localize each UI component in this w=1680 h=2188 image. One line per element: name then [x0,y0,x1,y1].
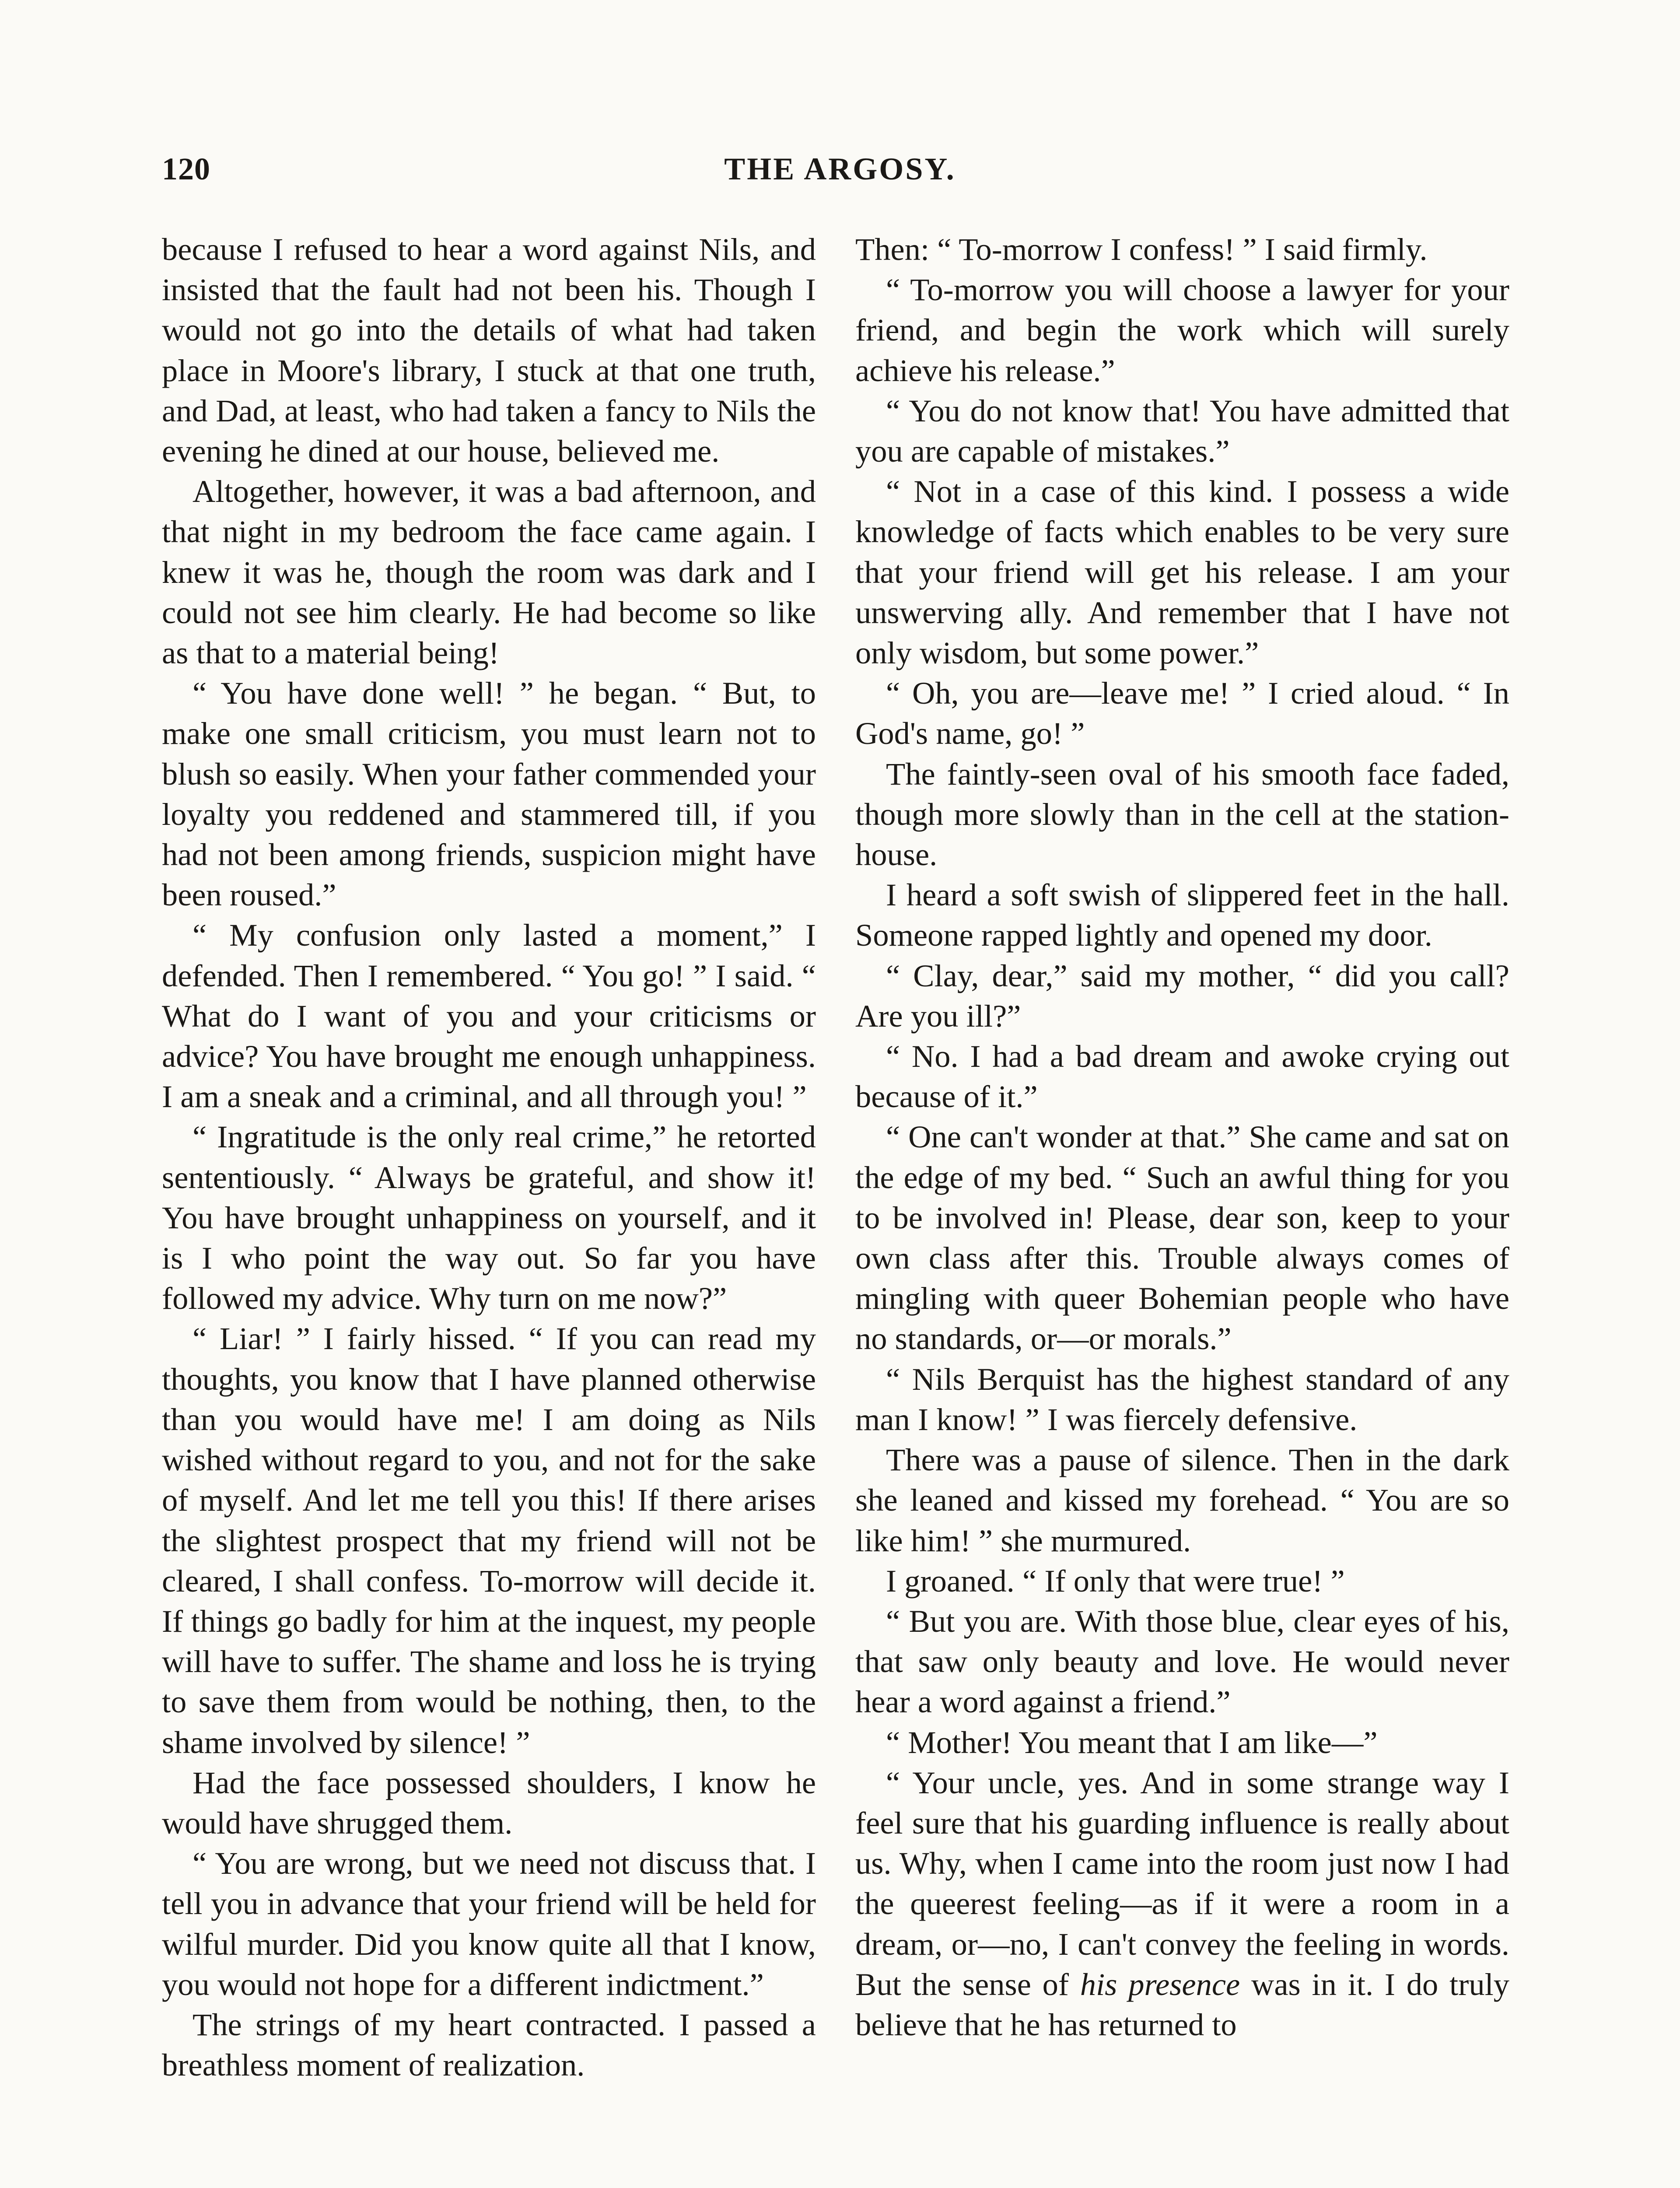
paragraph [855,471,1509,673]
paragraph-text: “ Clay, dear,” said my mother, “ did you call? Are you ill?” [855,957,1509,1034]
paragraph-text: There was a pause of silence. Then in the dark she leaned and kissed my forehead. “ You are so like him! ” she murmured. [855,1442,1509,1558]
paragraph [855,270,1509,391]
right-column [855,229,1509,2045]
paragraph [162,1843,816,2005]
paragraph-text: “ Ingratitude is the only real crime,” he retorted sententiously. “ Always be grateful, and show it! You have brought unhappiness on yourself, and it is I who point the way out. So far you have followed my advice. Why turn on me now?” [162,1119,816,1316]
paragraph [855,1440,1509,1561]
page-number: 120 [162,151,210,186]
paragraph [855,1763,1509,2045]
left-column [162,229,816,2085]
paragraph [162,1763,816,1843]
paragraph [855,1359,1509,1440]
paragraph [855,1601,1509,1722]
paragraph-text: “ No. I had a bad dream and awoke crying out because of it.” [855,1038,1509,1115]
paragraph-text: “ You do not know that! You have admitted that you are capable of mistakes.” [855,393,1509,469]
paragraph-text: “ Nils Berquist has the highest standard of any man I know! ” I was fiercely defensive. [855,1361,1509,1437]
paragraph [162,1318,816,1762]
paragraph [162,471,816,673]
paragraph [855,875,1509,955]
paragraph-text: I groaned. “ If only that were true! ” [886,1563,1345,1599]
paragraph-text: “ But you are. With those blue, clear eyes of his, that saw only beauty and love. He would never hear a word against a friend.” [855,1603,1509,1720]
paragraph-text: Had the face possessed shoulders, I know he would have shrugged them. [162,1764,816,1841]
paragraph-text-continued: was in it. I do truly believe that he has returned to [855,1966,1509,2042]
paragraph [855,956,1509,1036]
paragraph-text: “ To-morrow you will choose a lawyer for your friend, and begin the work which will surely achieve his release.” [855,272,1509,388]
paragraph [855,754,1509,875]
paragraph-text: “ Oh, you are—leave me! ” I cried aloud. “ In God's name, go! ” [855,675,1509,751]
paragraph-text: “ My confusion only lasted a moment,” I defended. Then I remembered. “ You go! ” I said. “ What do I want of you and your criticisms or advice? You have brought me enough unhappiness. I am a sneak and a criminal, and all through you! ” [162,917,816,1115]
emphasized-text: his presence [1080,1966,1240,2002]
paragraph [855,1036,1509,1117]
paragraph [162,2005,816,2085]
page-header [162,151,1518,195]
paragraph-text: Then: “ To-morrow I confess! ” I said firmly. [855,231,1428,267]
paragraph-text: “ One can't wonder at that.” She came and sat on the edge of my bed. “ Such an awful thing for you to be involved in! Please, dear son, keep to your own class after this. Trouble always comes of mingling with queer Bohemian people who have no standards, or—or morals.” [855,1119,1509,1357]
paragraph [162,673,816,915]
paragraph [162,915,816,1117]
paragraph-text: I heard a soft swish of slippered feet in the hall. Someone rapped lightly and opened my door. [855,877,1509,953]
paragraph [855,673,1509,754]
paragraph-text: “ Mother! You meant that I am like—” [886,1724,1378,1760]
paragraph [162,1117,816,1318]
paragraph-text: “ You have done well! ” he began. “ But, to make one small criticism, you must learn not to blush so easily. When your father commended your loyalty you reddened and stammered till, if you had not been among friends, suspicion might have been roused.” [162,675,816,913]
paragraph [855,1117,1509,1359]
paragraph-text: The strings of my heart contracted. I passed a breathless moment of realization. [162,2006,816,2083]
paragraph [855,229,1509,270]
paragraph [855,1561,1509,1601]
paragraph-text: “ You are wrong, but we need not discuss that. I tell you in advance that your friend will be held for wilful murder. Did you know quite all that I know, you would not hope for a different indictment.” [162,1845,816,2002]
paragraph-text: because I refused to hear a word against Nils, and insisted that the fault had not been his. Though I would not go into the details of what had taken place in Moore's library, I stuck at that one truth, and Dad, at least, who had taken a fancy to Nils the evening he dined at our house, believed me. [162,231,816,469]
paragraph-text: “ Not in a case of this kind. I possess a wide knowledge of facts which enables to be very sure that your friend will get his release. I am your unswerving ally. And remember that I have not only wisdom, but some power.” [855,473,1509,671]
paragraph-text: The faintly-seen oval of his smooth face faded, though more slowly than in the cell at the station-house. [855,756,1509,873]
paragraph [162,229,816,471]
paragraph [855,391,1509,471]
paragraph [855,1722,1509,1763]
paragraph-text: “ Liar! ” I fairly hissed. “ If you can read my thoughts, you know that I have planned otherwise than you would have me! I am doing as Nils wished without regard to you, and not for the sake of myself. And let me tell you this! If there arises the slightest prospect that my friend will not be cleared, I shall confess. To-morrow will decide it. If things go badly for him at the inquest, my people will have to suffer. The shame and loss he is trying to save them from would be nothing, then, to the shame involved by silence! ” [162,1321,816,1760]
running-head: THE ARGOSY. [724,151,956,186]
paragraph-text: “ Your uncle, yes. And in some strange way I feel sure that his guarding influence is really about us. Why, when I came into the room just now I had the queerest feeling—as if it were a room in a dream, or—no, I can't convey the feeling in words. But the sense of [855,1764,1509,2002]
paragraph-text: Altogether, however, it was a bad afternoon, and that night in my bedroom the face came again. I knew it was he, though the room was dark and I could not see him clearly. He had become so like as that to a material being! [162,473,816,671]
